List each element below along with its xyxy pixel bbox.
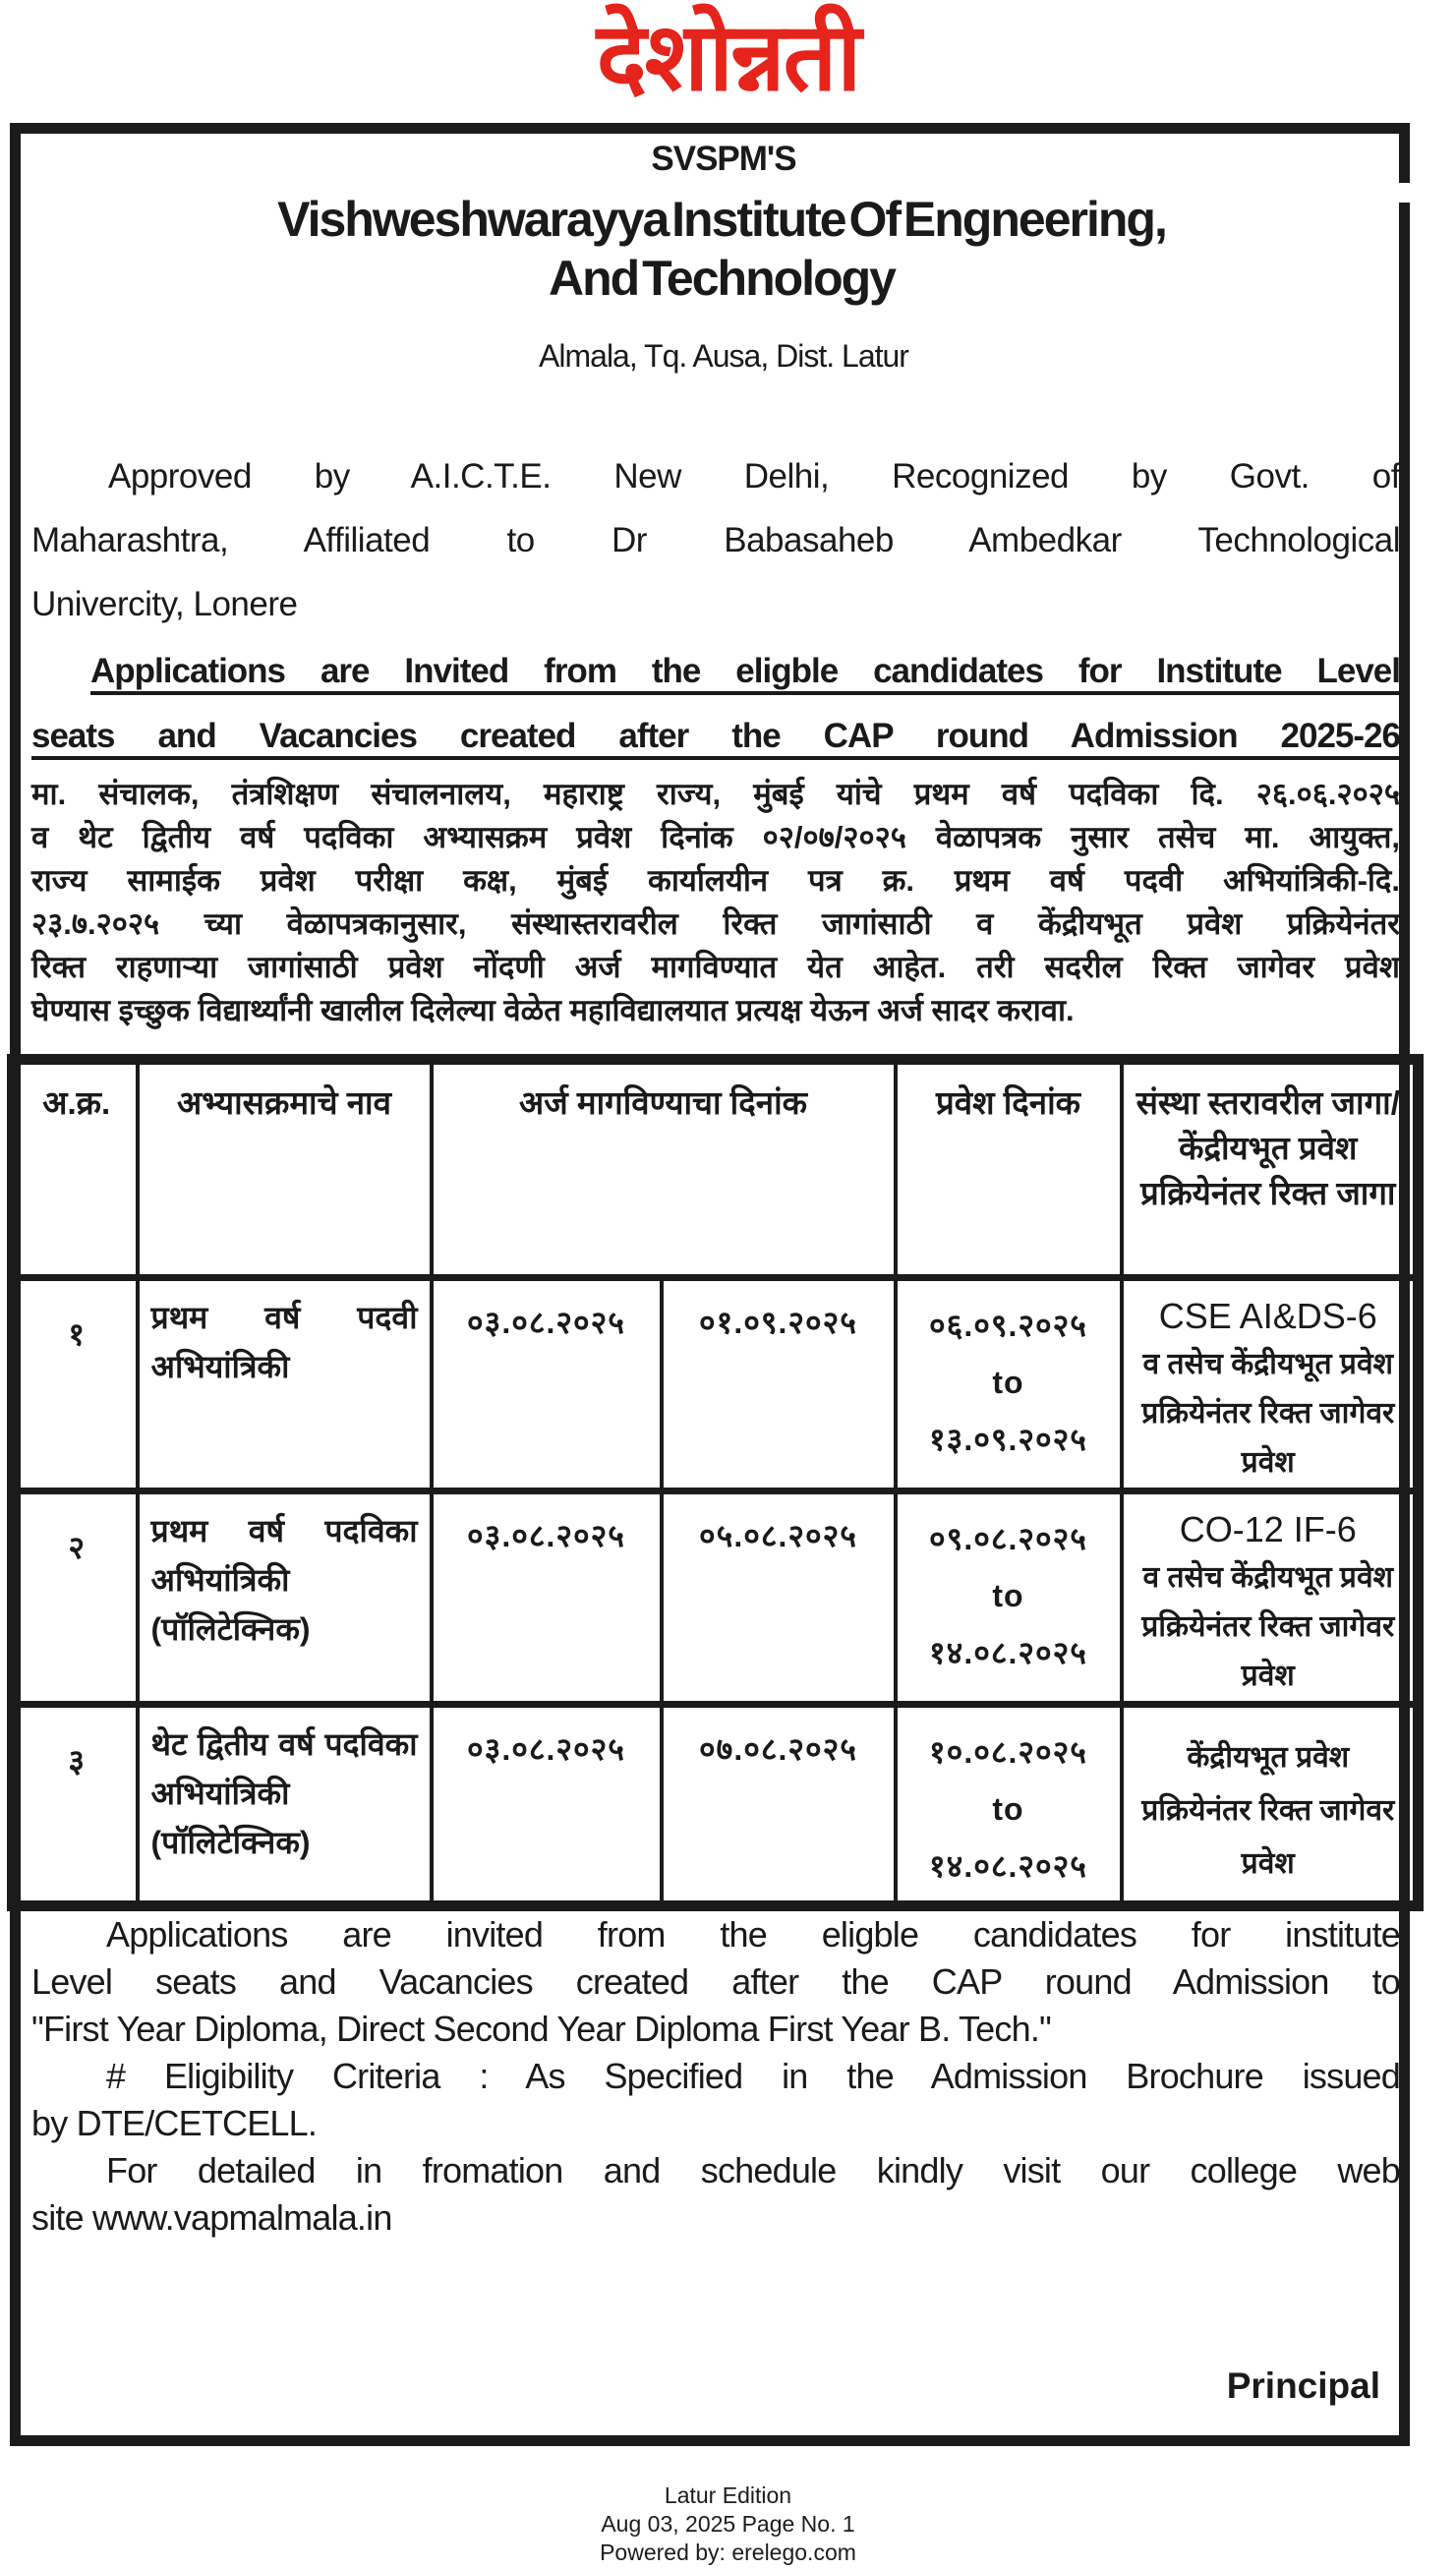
approval-line: Approved by A.I.C.T.E. New Delhi, Recognized by Govt. of — [108, 457, 1400, 496]
sr-no-cell: ३ — [13, 1705, 138, 1906]
page-footer — [0, 2481, 1456, 2567]
marathi-notice-line: २३.७.२०२५ च्या वेळापत्रकानुसार, संस्थास्तरावरील रिक्त जागांसाठी व केंद्रीयभूत प्रवेश प्रक्रियेनंतर — [31, 906, 1400, 941]
seats-cell — [1122, 1705, 1419, 1906]
apply-date-cell: ०३.०८.२०२५ — [432, 1278, 662, 1491]
notice-heading-line: Applications are Invited from the eligble candidates for Institute Level — [90, 652, 1400, 690]
admission-date-cell — [896, 1705, 1122, 1906]
admission-to: १३.०९.२०२५ — [929, 1422, 1087, 1457]
english-notice-line: Level seats and Vacancies created after the CAP round Admission to — [31, 1961, 1400, 2002]
to-label: to — [992, 1791, 1024, 1827]
course-cell: प्रथम वर्ष पदविका अभियांत्रिकी (पॉलिटेक्निक) — [138, 1491, 432, 1705]
seats-note: व तसेच केंद्रीयभूत प्रवेश प्रक्रियेनंतर रिक्त जागेवर प्रवेश — [1141, 1348, 1395, 1479]
header-sr-no: अ.क्र. — [13, 1060, 138, 1278]
marathi-notice-line: राज्य सामाईक प्रवेश परीक्षा कक्ष, मुंबई कार्यालयीन पत्र क्र. प्रथम वर्ष पदवी अभियांत्रिकी-दि. — [31, 863, 1400, 898]
apply-date-cell: ०१.०९.२०२५ — [662, 1278, 896, 1491]
marathi-notice-paragraph — [31, 773, 1400, 1032]
marathi-notice-line: मा. संचालक, तंत्रशिक्षण संचालनालय, महाराष्ट्र राज्य, मुंबई यांचे प्रथम वर्ष पदविका दि. २६.०६.२०२५ — [31, 777, 1400, 811]
to-label: to — [992, 1578, 1024, 1613]
marathi-notice-line: रिक्त राहणाऱ्या जागांसाठी प्रवेश नोंदणी अर्ज मागविण्यात येत आहेत. तरी सदरील रिक्त जागेवर प्रवेश — [31, 950, 1400, 984]
vacancy-table — [7, 1054, 1424, 1911]
institute-name-line1: Vishweshwarayya Institute Of Engneering, — [277, 192, 1166, 247]
english-notice-line: For detailed in fromation and schedule kindly visit our college web — [106, 2150, 1400, 2190]
marathi-notice-line: व थेट द्वितीय वर्ष पदविका अभ्यासक्रम प्रवेश दिनांक ०२/०७/२०२५ वेळापत्रक नुसार तसेच मा. आयुक्त, — [31, 820, 1400, 854]
apply-date-cell: ०७.०८.२०२५ — [662, 1705, 896, 1906]
seats-cell — [1122, 1278, 1419, 1491]
sr-no-cell: १ — [13, 1278, 138, 1491]
seats-code: CO-12 IF-6 — [1179, 1509, 1357, 1549]
english-notice-line: by DTE/CETCELL. — [31, 2103, 318, 2143]
course-cell: थेट द्वितीय वर्ष पदविका अभियांत्रिकी (पॉलिटेक्निक) — [138, 1705, 432, 1906]
signature-principal: Principal — [1226, 2365, 1380, 2406]
to-label: to — [992, 1365, 1024, 1400]
institute-address: Almala, Tq. Ausa, Dist. Latur — [539, 338, 908, 374]
table-row — [13, 1491, 1419, 1705]
english-notice-line: Applications are invited from the eligble candidates for institute — [106, 1914, 1400, 1955]
newspaper-masthead-logo: देशोन्नती — [596, 5, 860, 110]
header-admission-date: प्रवेश दिनांक — [896, 1060, 1122, 1278]
apply-date-cell: ०५.०८.२०२५ — [662, 1491, 896, 1705]
english-notice-line: # Eligibility Criteria : As Specified in the Admission Brochure issued — [106, 2056, 1400, 2096]
approval-line: Univercity, Lonere — [31, 585, 298, 623]
admission-from: ०९.०८.२०२५ — [929, 1521, 1087, 1556]
marathi-notice-line: घेण्यास इच्छुक विद्यार्थ्यांनी खालील दिलेल्या वेळेत महाविद्यालयात प्रत्यक्ष येऊन अर्ज सादर करावा. — [31, 993, 1075, 1027]
table-row — [13, 1278, 1419, 1491]
header-course-name: अभ्यासक्रमाचे नाव — [138, 1060, 432, 1278]
footer-powered-by: Powered by: erelego.com — [600, 2540, 856, 2565]
seats-code: CSE AI&DS-6 — [1158, 1296, 1377, 1336]
admission-to: १४.०८.२०२५ — [929, 1848, 1087, 1884]
admission-from: ०६.०९.२०२५ — [929, 1308, 1087, 1343]
header-application-date: अर्ज मागविण्याचा दिनांक — [432, 1060, 896, 1278]
approval-line: Maharashtra, Affiliated to Dr Babasaheb Ambedkar Technological — [31, 521, 1400, 559]
admission-to: १४.०८.२०२५ — [929, 1635, 1087, 1670]
footer-date-page: Aug 03, 2025 Page No. 1 — [601, 2511, 855, 2537]
society-name: SVSPM'S — [651, 140, 796, 178]
notice-heading-line: seats and Vacancies created after the CAP round Admission 2025-26 — [31, 717, 1400, 755]
english-notice-line: site www.vapmalmala.in — [31, 2197, 392, 2238]
english-notice-paragraph — [31, 1911, 1400, 2242]
notice-heading — [31, 639, 1400, 769]
apply-date-cell: ०३.०८.२०२५ — [432, 1705, 662, 1906]
header-vacant-seats: संस्था स्तरावरील जागा/ केंद्रीयभूत प्रवेश प्रक्रियेनंतर रिक्त जागा — [1122, 1060, 1419, 1278]
admission-from: १०.०८.२०२५ — [929, 1734, 1087, 1770]
table-row — [13, 1705, 1419, 1906]
seats-cell — [1122, 1491, 1419, 1705]
admission-date-cell — [896, 1278, 1122, 1491]
footer-edition: Latur Edition — [664, 2482, 792, 2508]
seats-note: व तसेच केंद्रीयभूत प्रवेश प्रक्रियेनंतर रिक्त जागेवर प्रवेश — [1141, 1561, 1395, 1692]
table-header-row — [13, 1060, 1419, 1278]
apply-date-cell: ०३.०८.२०२५ — [432, 1491, 662, 1705]
course-cell: प्रथम वर्ष पदवी अभियांत्रिकी — [138, 1278, 432, 1491]
seats-note: केंद्रीयभूत प्रवेश प्रक्रियेनंतर रिक्त जागेवर प्रवेश — [1141, 1741, 1395, 1880]
english-notice-line: "First Year Diploma, Direct Second Year Diploma First Year B. Tech." — [31, 2009, 1052, 2049]
approval-paragraph — [31, 444, 1400, 636]
sr-no-cell: २ — [13, 1491, 138, 1705]
admission-date-cell — [896, 1491, 1122, 1705]
institute-name-line2: And Technology — [549, 251, 895, 306]
